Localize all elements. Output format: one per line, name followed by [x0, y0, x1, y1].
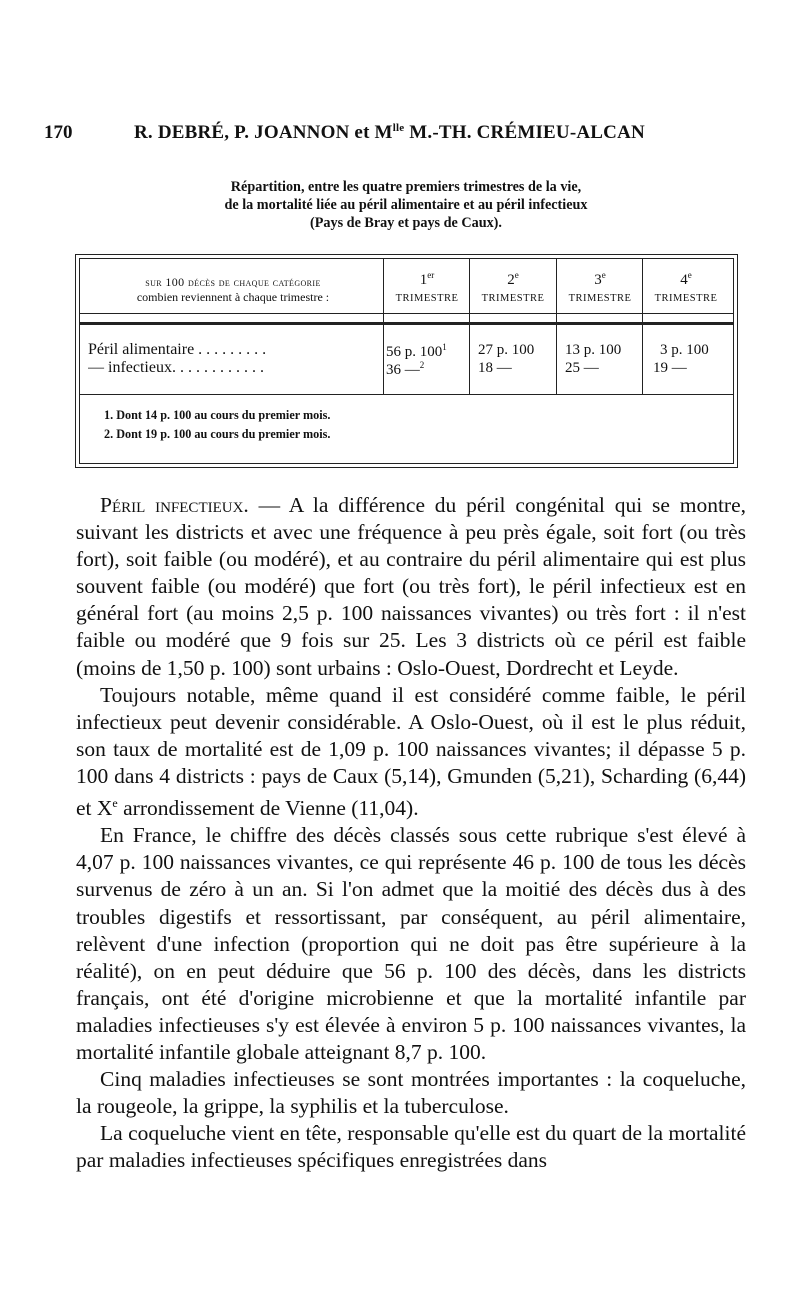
caption-line: de la mortalité liée au péril alimentaire et au péril infectieux — [224, 197, 588, 213]
table-frame — [75, 254, 738, 468]
cell-infectieux-t4: 19 — — [653, 360, 687, 376]
table-caption — [76, 178, 736, 232]
table-header-left — [88, 275, 378, 305]
trimester-word: TRIMESTRE — [654, 293, 718, 304]
trimester-number: 3e — [594, 270, 606, 288]
paragraph-cinq-maladies: Cinq maladies infectieuses se sont montrées importantes : la coqueluche, la rougeole, la grippe, la syphilis et la tuberculose. — [76, 1067, 746, 1119]
cell-infectieux-t1: 36 —$^2$ — [386, 360, 425, 378]
cell-infectieux-t2: 18 — — [478, 360, 512, 376]
row-label-infectieux: — infectieux. . . . . . . . . . . . — [88, 359, 264, 376]
cell-infectieux-t3: 25 — — [565, 360, 599, 376]
authors-line — [134, 122, 645, 144]
authors-sup: lle — [392, 122, 405, 134]
cell-alimentaire-t3: 13 p. 100 — [565, 342, 622, 358]
trimester-number: 1er — [419, 270, 435, 288]
header-thick-rule — [80, 322, 733, 325]
paragraph-peril-infectieux — [76, 492, 746, 682]
cell-alimentaire-t4: 3 p. 100 — [660, 342, 709, 358]
authors-post: M.-TH. CRÉMIEU-ALCAN — [404, 122, 645, 143]
authors-pre: R. DEBRÉ, P. JOANNON et M — [134, 122, 393, 143]
header-left-line1: sur 100 décès de chaque catégorie — [145, 275, 321, 289]
paragraph-france: En France, le chiffre des décès classés sous cette rubrique s'est élevé à 4,07 p. 100 naissances vivantes, ce qui représente 46 p. 100 de tous les décès survenus de zéro à un an. Si l'on admet que la moitié des décès dus à des troubles digestifs et ressortissant, par conséquent, au péril alimentaire, relèvent d'une infection (proportion qui ne doit pas être supérieure à la réalité), on en peut déduire que 56 p. 100 des décès, dans les districts français, ont été d'origine microbienne et que la mortalité infantile par maladies infectieuses s'y est élevée à environ 5 p. 100 naissances vivantes, la mortalité infantile globale atteignant 8,7 p. 100. — [76, 823, 746, 1065]
superscript: e — [112, 796, 118, 811]
trimester-number: 4e — [680, 270, 692, 288]
paragraph-text: arrondissement de Vienne (11,04). — [117, 796, 419, 821]
trimester-word: TRIMESTRE — [481, 293, 545, 304]
header-rule — [80, 313, 733, 314]
row-label-alimentaire: Péril alimentaire . . . . . . . . . — [88, 341, 267, 358]
cell-alimentaire-t2: 27 p. 100 — [478, 342, 535, 358]
trimester-number: 2e — [507, 270, 519, 288]
paragraph-oslo — [76, 682, 746, 823]
paragraph-text: Toujours notable, même quand il est considéré comme faible, le péril infectieux peut devenir considérable. A Oslo-Ouest, où il est le plus réduit, son taux de mortalité est de 1,09 p. 100 naissances vivantes; il dépasse 5 p. 100 dans 4 districts : pays de Caux (5,14), Gmunden (5,21), Scharding (6,44) et X — [76, 682, 746, 821]
header-trimester-1 — [384, 267, 470, 304]
header-left-line2: combien reviennent à chaque trimestre : — [136, 290, 330, 304]
section-lead: Péril infectieux. — [100, 493, 249, 517]
body-rule — [80, 394, 733, 395]
table-footnote-2: 2. Dont 19 p. 100 au cours du premier mois. — [104, 427, 331, 441]
trimester-word: TRIMESTRE — [395, 293, 459, 304]
caption-line: (Pays de Bray et pays de Caux). — [310, 215, 502, 231]
header-trimester-2 — [470, 267, 556, 304]
page-number: 170 — [44, 122, 73, 143]
paragraph-text: — A la différence du péril congénital qui se montre, suivant les districts et avec une fréquence à peu près égale, soit fort (ou très fort), soit faible (ou modéré), et au contraire du péril alimentaire qui est plus souvent faible (ou modéré) que fort (ou très fort), le péril infectieux est en général fort (au moins 2,5 p. 100 naissances vivantes) ou très fort : il n'est faible ou modéré que 9 fois sur 25. Les 3 districts où ce péril est faible (moins de 1,50 p. 100) sont urbains : Oslo-Ouest, Dordrecht et Leyde. — [76, 493, 747, 680]
caption-line: Répartition, entre les quatre premiers trimestres de la vie, — [230, 179, 582, 195]
header-trimester-4 — [643, 267, 729, 304]
running-header — [44, 122, 734, 148]
paragraph-coqueluche: La coqueluche vient en tête, responsable qu'elle est du quart de la mortalité par maladies infectieuses spécifiques enregistrées dans — [76, 1121, 746, 1173]
body-text — [76, 492, 746, 1175]
cell-alimentaire-t1: 56 p. $100^1$ — [386, 342, 447, 360]
header-trimester-3 — [557, 267, 643, 304]
trimester-word: TRIMESTRE — [568, 293, 632, 304]
table-footnote-1: 1. Dont 14 p. 100 au cours du premier mois. — [104, 408, 331, 422]
